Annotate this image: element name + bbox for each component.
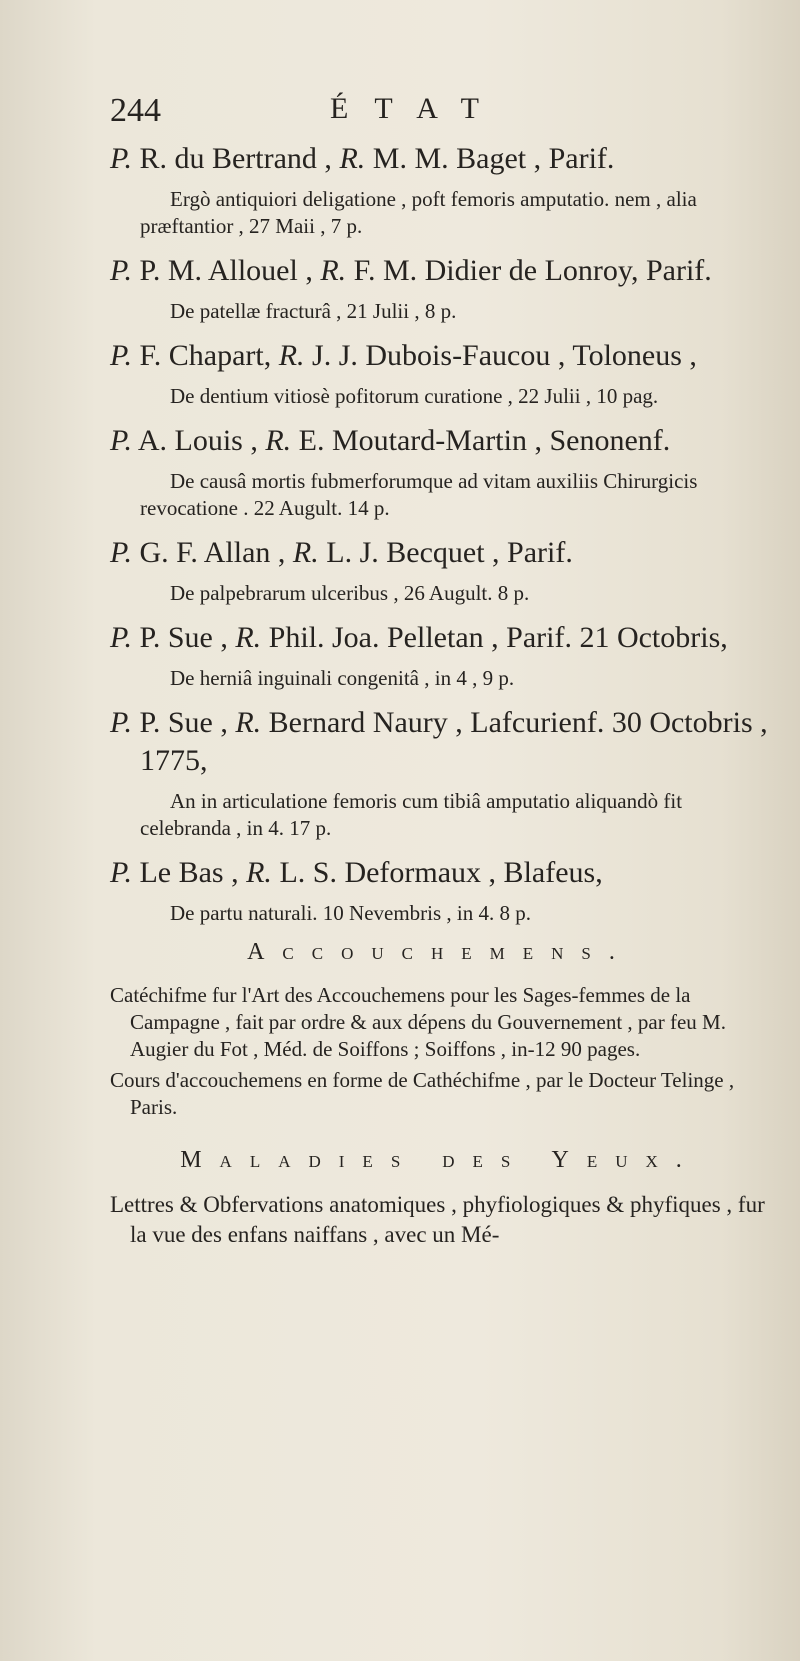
thesis-authors <box>110 619 770 657</box>
respondens-abbr: R. <box>339 142 366 175</box>
thesis-entry <box>110 854 770 927</box>
respondens-abbr: R. <box>320 254 347 287</box>
thesis-title: Ergò antiquiori deligatione , poft femoris amputatio. nem , alia præftantior , 27 Maii , 7 p. <box>140 187 697 238</box>
praeses-abbr: P. <box>110 706 132 739</box>
thesis-entry <box>110 619 770 692</box>
thesis-authors <box>110 534 770 572</box>
praeses-abbr: P. <box>110 254 132 287</box>
page-content <box>110 140 770 1254</box>
praeses-abbr: P. <box>110 424 132 457</box>
praeses-abbr: P. <box>110 621 132 654</box>
page-number: 244 <box>110 92 161 129</box>
respondens-abbr: R. <box>265 424 292 457</box>
thesis-title: De causâ mortis fubmerforumque ad vitam auxiliis Chirurgicis revocatione . 22 Augult. 14 p. <box>140 469 698 520</box>
respondens-name: F. M. Didier de Lonroy, Parif. <box>353 254 712 287</box>
respondens-name: M. M. Baget , Parif. <box>372 142 615 175</box>
respondens-name: L. S. Deformaux , Blafeus, <box>279 856 603 889</box>
thesis-entry <box>110 704 770 842</box>
praeses-name: R. du Bertrand , <box>139 142 332 175</box>
thesis-authors <box>110 422 770 460</box>
thesis-title: De palpebrarum ulceribus , 26 Augult. 8 p. <box>170 581 530 605</box>
respondens-name: Bernard Naury , Lafcurienf. 30 Octobris , 1775, <box>140 706 768 777</box>
thesis-authors <box>110 140 770 178</box>
praeses-name: P. M. Allouel , <box>139 254 313 287</box>
praeses-abbr: P. <box>110 142 132 175</box>
praeses-name: A. Louis , <box>137 424 258 457</box>
thesis-authors <box>110 854 770 892</box>
praeses-name: P. Sue , <box>139 621 228 654</box>
thesis-authors <box>110 252 770 290</box>
praeses-abbr: P. <box>110 339 132 372</box>
thesis-entry <box>110 534 770 607</box>
praeses-name: Le Bas , <box>139 856 239 889</box>
respondens-name: L. J. Becquet , Parif. <box>326 536 573 569</box>
respondens-abbr: R. <box>292 536 319 569</box>
thesis-title: An in articulatione femoris cum tibiâ amputatio aliquandò fit celebranda , in 4. 17 p. <box>140 789 683 840</box>
thesis-entry <box>110 337 770 410</box>
thesis-title: De partu naturali. 10 Nevembris , in 4. 8 p. <box>170 901 531 925</box>
praeses-name: G. F. Allan , <box>139 536 286 569</box>
thesis-authors <box>110 337 770 375</box>
running-title: ÉTAT <box>330 92 505 125</box>
thesis-authors <box>110 704 770 780</box>
thesis-entry <box>110 252 770 325</box>
respondens-abbr: R. <box>235 621 262 654</box>
respondens-abbr: R. <box>246 856 272 889</box>
thesis-title: De herniâ inguinali congenitâ , in 4 , 9 p. <box>170 666 515 690</box>
praeses-name: P. Sue , <box>139 706 228 739</box>
section-heading-maladies-des-yeux: Maladies des Yeux. <box>180 1147 700 1173</box>
praeses-abbr: P. <box>110 856 132 889</box>
bibliography-entry: Cours d'accouchemens en forme de Cathéchifme , par le Docteur Telinge , Paris. <box>110 1068 735 1119</box>
thesis-entry <box>110 140 770 240</box>
respondens-name: J. J. Dubois-Faucou , Toloneus , <box>312 339 697 372</box>
praeses-name: F. Chapart, <box>139 339 272 372</box>
respondens-abbr: R. <box>278 339 305 372</box>
thesis-title: De dentium vitiosè pofitorum curatione , 22 Julii , 10 pag. <box>170 384 659 408</box>
bibliography-entry: Lettres & Obfervations anatomiques , phyfiologiques & phyfiques , fur la vue des enfans naiffans , avec un Mé- <box>110 1192 765 1247</box>
respondens-name: Phil. Joa. Pelletan , Parif. 21 Octobris, <box>268 621 728 654</box>
respondens-name: E. Moutard-Martin , Senonenf. <box>298 424 671 457</box>
page-header <box>110 92 710 136</box>
praeses-abbr: P. <box>110 536 132 569</box>
section-heading-accouchemens: Accouchemens. <box>247 939 633 965</box>
thesis-entry <box>110 422 770 522</box>
thesis-title: De patellæ fracturâ , 21 Julii , 8 p. <box>170 299 457 323</box>
bibliography-entry: Catéchifme fur l'Art des Accouchemens pour les Sages-femmes de la Campagne , fait par ordre & aux dépens du Gouvernement , par feu M. Augier du Fot , Méd. de Soiffons ; Soiffons , in-12 90 pages. <box>110 983 726 1061</box>
respondens-abbr: R. <box>235 706 262 739</box>
